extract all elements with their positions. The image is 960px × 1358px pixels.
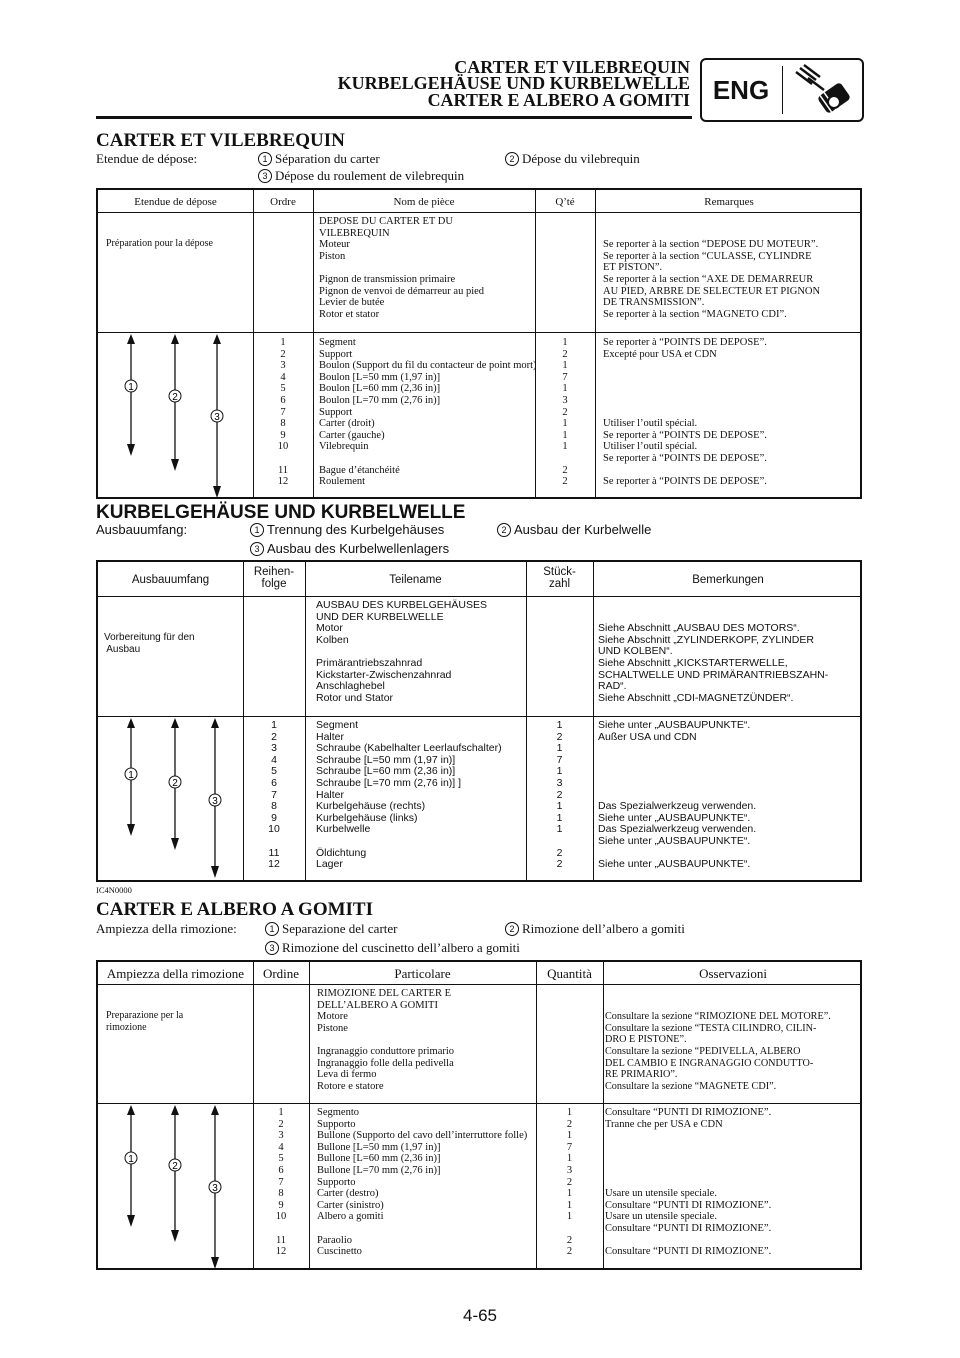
step-number-marker: 1 xyxy=(265,922,279,936)
step-number-marker: 2 xyxy=(497,523,511,537)
header-title-fr: CARTER ET VILEBREQUIN xyxy=(454,57,690,77)
scope-arrows xyxy=(98,716,243,884)
arrow-label-1: 1 xyxy=(128,770,134,781)
scope-item: 3 Ausbau des Kurbelwellenlagers xyxy=(250,541,449,556)
header-title-it: CARTER E ALBERO A GOMITI xyxy=(427,90,690,110)
arrow-label-2: 2 xyxy=(172,1161,178,1172)
remarks-column: Se reporter à “POINTS DE DEPOSE”. Excepté pour USA et CDN Utiliser l’outil spécial. Se reporter à “POINTS DE DEPOSE”. Utiliser l’outil spécial. Se reporter à “POINTS DE DEPOSE”. Se reporter à “POINTS DE DEPOSE”. xyxy=(603,337,767,488)
prep-parts: RIMOZIONE DEL CARTER E DELL’ALBERO A GOMITI Motore Pistone Ingranaggio conduttore primario Ingranaggio folle della pedivella Leva di fermo Rotore e statore xyxy=(317,988,455,1092)
section-title-de: KURBELGEHÄUSE UND KURBELWELLE xyxy=(96,502,466,523)
scope-item: 2 Dépose du vilebrequin xyxy=(505,151,640,167)
parts-column: Segmento Supporto Bullone (Supporto del cavo dell’interruttore folle) Bullone [L=50 mm (1,97 in)] Bullone [L=60 mm (2,36 in)] Bullone [L=70 mm (2,76 in)] Supporto Carter (destro) Carter (sinistro) Albero a gomiti Paraolio Cuscinetto xyxy=(317,1107,528,1258)
parts-column: Segment Support Boulon (Support du fil du contacteur de point mort) Boulon [L=50 mm (1,97 in)] Boulon [L=60 mm (2,36 in)] Boulon [L=70 mm (2,76 in)] Support Carter (droit) Carter (gauche) Vilebrequin Bague d’étanchéité Roulement xyxy=(319,337,537,488)
header-title-de: KURBELGEHÄUSE UND KURBELWELLE xyxy=(337,73,690,93)
step-number-marker: 1 xyxy=(258,152,272,166)
scope-label-it: Ampiezza della rimozione: xyxy=(96,921,237,936)
scope-arrows xyxy=(98,332,253,500)
remarks-column: Consultare “PUNTI DI RIMOZIONE”. Tranne che per USA e CDN Usare un utensile speciale. Consultare “PUNTI DI RIMOZIONE”. Usare un utensile speciale. Consultare “PUNTI DI RIMOZIONE”. Consultare “PUNTI DI RIMOZIONE”. xyxy=(605,1107,772,1258)
order-column: 1 2 3 4 5 6 7 8 9 10 11 12 xyxy=(275,1107,287,1258)
removal-table-it xyxy=(96,960,862,1270)
table-header: Ausbauumfang xyxy=(131,574,210,586)
scope-item: 3 Dépose du roulement de vilebrequin xyxy=(258,168,464,184)
eng-badge xyxy=(700,58,864,122)
scope-item: 2 Rimozione dell’albero a gomiti xyxy=(505,921,685,937)
arrow-label-2: 2 xyxy=(172,392,178,403)
table-header: Ordre xyxy=(270,196,296,208)
eng-badge-divider xyxy=(782,66,783,114)
arrow-label-3: 3 xyxy=(212,796,218,807)
prep-label: Vorbereitung für den Ausbau xyxy=(104,632,195,655)
scope-arrows xyxy=(98,1103,253,1271)
page-number: 4-65 xyxy=(462,1306,498,1325)
step-number-marker: 3 xyxy=(258,169,272,183)
qty-column: 1 2 1 7 1 3 2 1 1 1 2 2 xyxy=(566,1107,573,1258)
table-header: Reihen- folge xyxy=(253,566,295,590)
prep-parts: AUSBAU DES KURBELGEHÄUSES UND DER KURBELWELLE Motor Kolben Primärantriebszahnrad Kickstarter-Zwischenzahnrad Anschlaghebel Rotor und Stator xyxy=(316,599,487,704)
arrow-label-2: 2 xyxy=(172,778,178,789)
section-title-it: CARTER E ALBERO A GOMITI xyxy=(96,899,374,920)
arrow-label-1: 1 xyxy=(128,1154,134,1165)
prep-remarks: Consultare la sezione “RIMOZIONE DEL MOTORE”. Consultare la sezione “TESTA CILINDRO, CILIN- DRO E PISTONE”. Consultare la sezione “PEDIVELLA, ALBERO DEL CAMBIO E INGRANAGGIO CONDUTTO- RE PRIMARIO”. Consultare la sezione “MAGNETE CDI”. xyxy=(605,1011,831,1092)
prep-label: Préparation pour la dépose xyxy=(106,238,213,249)
arrow-label-1: 1 xyxy=(128,382,134,393)
scope-label-de: Ausbauumfang: xyxy=(96,522,188,537)
header-rule xyxy=(96,116,692,119)
order-column: 1 2 3 4 5 6 7 8 9 10 11 12 xyxy=(268,719,280,871)
scope-item: 2 Ausbau der Kurbelwelle xyxy=(497,522,651,537)
scope-label-fr: Etendue de dépose: xyxy=(96,151,198,166)
table-header: Remarques xyxy=(704,196,754,208)
table-header: Ordine xyxy=(262,966,300,981)
table-header: Etendue de dépose xyxy=(134,196,217,208)
order-column: 1 2 3 4 5 6 7 8 9 10 11 12 xyxy=(277,337,289,488)
scope-item: 3 Rimozione del cuscinetto dell’albero a gomiti xyxy=(265,940,520,956)
prep-remarks: Se reporter à la section “DEPOSE DU MOTEUR”. Se reporter à la section “CULASSE, CYLINDRE ET PISTON”. Se reporter à la section “AXE DE DEMARREUR AU PIED, ARBRE DE SELECTEUR ET PIGNON DE TRANSMISSION”. Se reporter à la section “MAGNETO CDI”. xyxy=(603,239,821,320)
step-number-marker: 1 xyxy=(250,523,264,537)
prep-label: Preparazione per la rimozione xyxy=(106,1010,184,1033)
table-header: Bemerkungen xyxy=(692,574,764,586)
scope-item: 1 Separazione del carter xyxy=(265,921,397,937)
table-header: Ampiezza della rimozione xyxy=(106,966,245,981)
arrow-label-3: 3 xyxy=(214,412,220,423)
table-header: Quantità xyxy=(547,966,592,981)
qty-column: 1 2 1 7 1 3 2 1 1 1 2 2 xyxy=(562,337,568,488)
step-number-marker: 3 xyxy=(250,542,264,556)
step-number-marker: 2 xyxy=(505,922,519,936)
eng-badge-label: ENG xyxy=(712,75,770,105)
scope-item: 1 Séparation du carter xyxy=(258,151,380,167)
table-header: Osservazioni xyxy=(699,966,767,981)
table-header: Teilename xyxy=(389,574,442,586)
removal-table-fr xyxy=(96,188,862,499)
removal-table-de xyxy=(96,560,862,882)
section-title-fr: CARTER ET VILEBREQUIN xyxy=(96,130,345,151)
table-header: Stück- zahl xyxy=(543,566,576,590)
step-number-marker: 3 xyxy=(265,941,279,955)
table-header: Particolare xyxy=(394,966,451,981)
parts-column: Segment Halter Schraube (Kabelhalter Leerlaufschalter) Schraube [L=50 mm (1,97 in)] Schraube [L=60 mm (2,36 in)] Schraube [L=70 mm (2,76 in)] ] Halter Kurbelgehäuse (rechts) Kurbelgehäuse (links) Kurbelwelle Öldichtung Lager xyxy=(316,719,502,871)
prep-parts: DEPOSE DU CARTER ET DU VILEBREQUIN Moteur Piston Pignon de transmission primaire Pignon de venvoi de démarreur au pied Levier de butée Rotor et stator xyxy=(319,216,485,320)
scope-item: 1 Trennung des Kurbelgehäuses xyxy=(250,522,444,537)
arrow-label-3: 3 xyxy=(212,1183,218,1194)
engine-piston-icon xyxy=(790,64,856,116)
table-header: Nom de pièce xyxy=(393,196,455,208)
qty-column: 1 2 1 7 1 3 2 1 1 1 2 2 xyxy=(556,719,563,871)
remarks-column: Siehe unter „AUSBAUPUNKTE“. Außer USA und CDN Das Spezialwerkzeug verwenden. Siehe unter „AUSBAUPUNKTE“. Das Spezialwerkzeug verwenden. Siehe unter „AUSBAUPUNKTE“. Siehe unter „AUSBAUPUNKTE“. xyxy=(598,719,757,871)
prep-remarks: Siehe Abschnitt „AUSBAU DES MOTORS“. Siehe Abschnitt „ZYLINDERKOPF, ZYLINDER UND KOLBEN“. Siehe Abschnitt „KICKSTARTERWELLE, SCHALTWELLE UND PRIMÄRANTRIEBSZAHN- RAD“. Siehe Abschnitt „CDI-MAGNETZÜNDER“. xyxy=(598,622,829,704)
step-number-marker: 2 xyxy=(505,152,519,166)
table-header: Q’té xyxy=(555,196,575,208)
document-code: IC4N0000 xyxy=(96,885,132,895)
